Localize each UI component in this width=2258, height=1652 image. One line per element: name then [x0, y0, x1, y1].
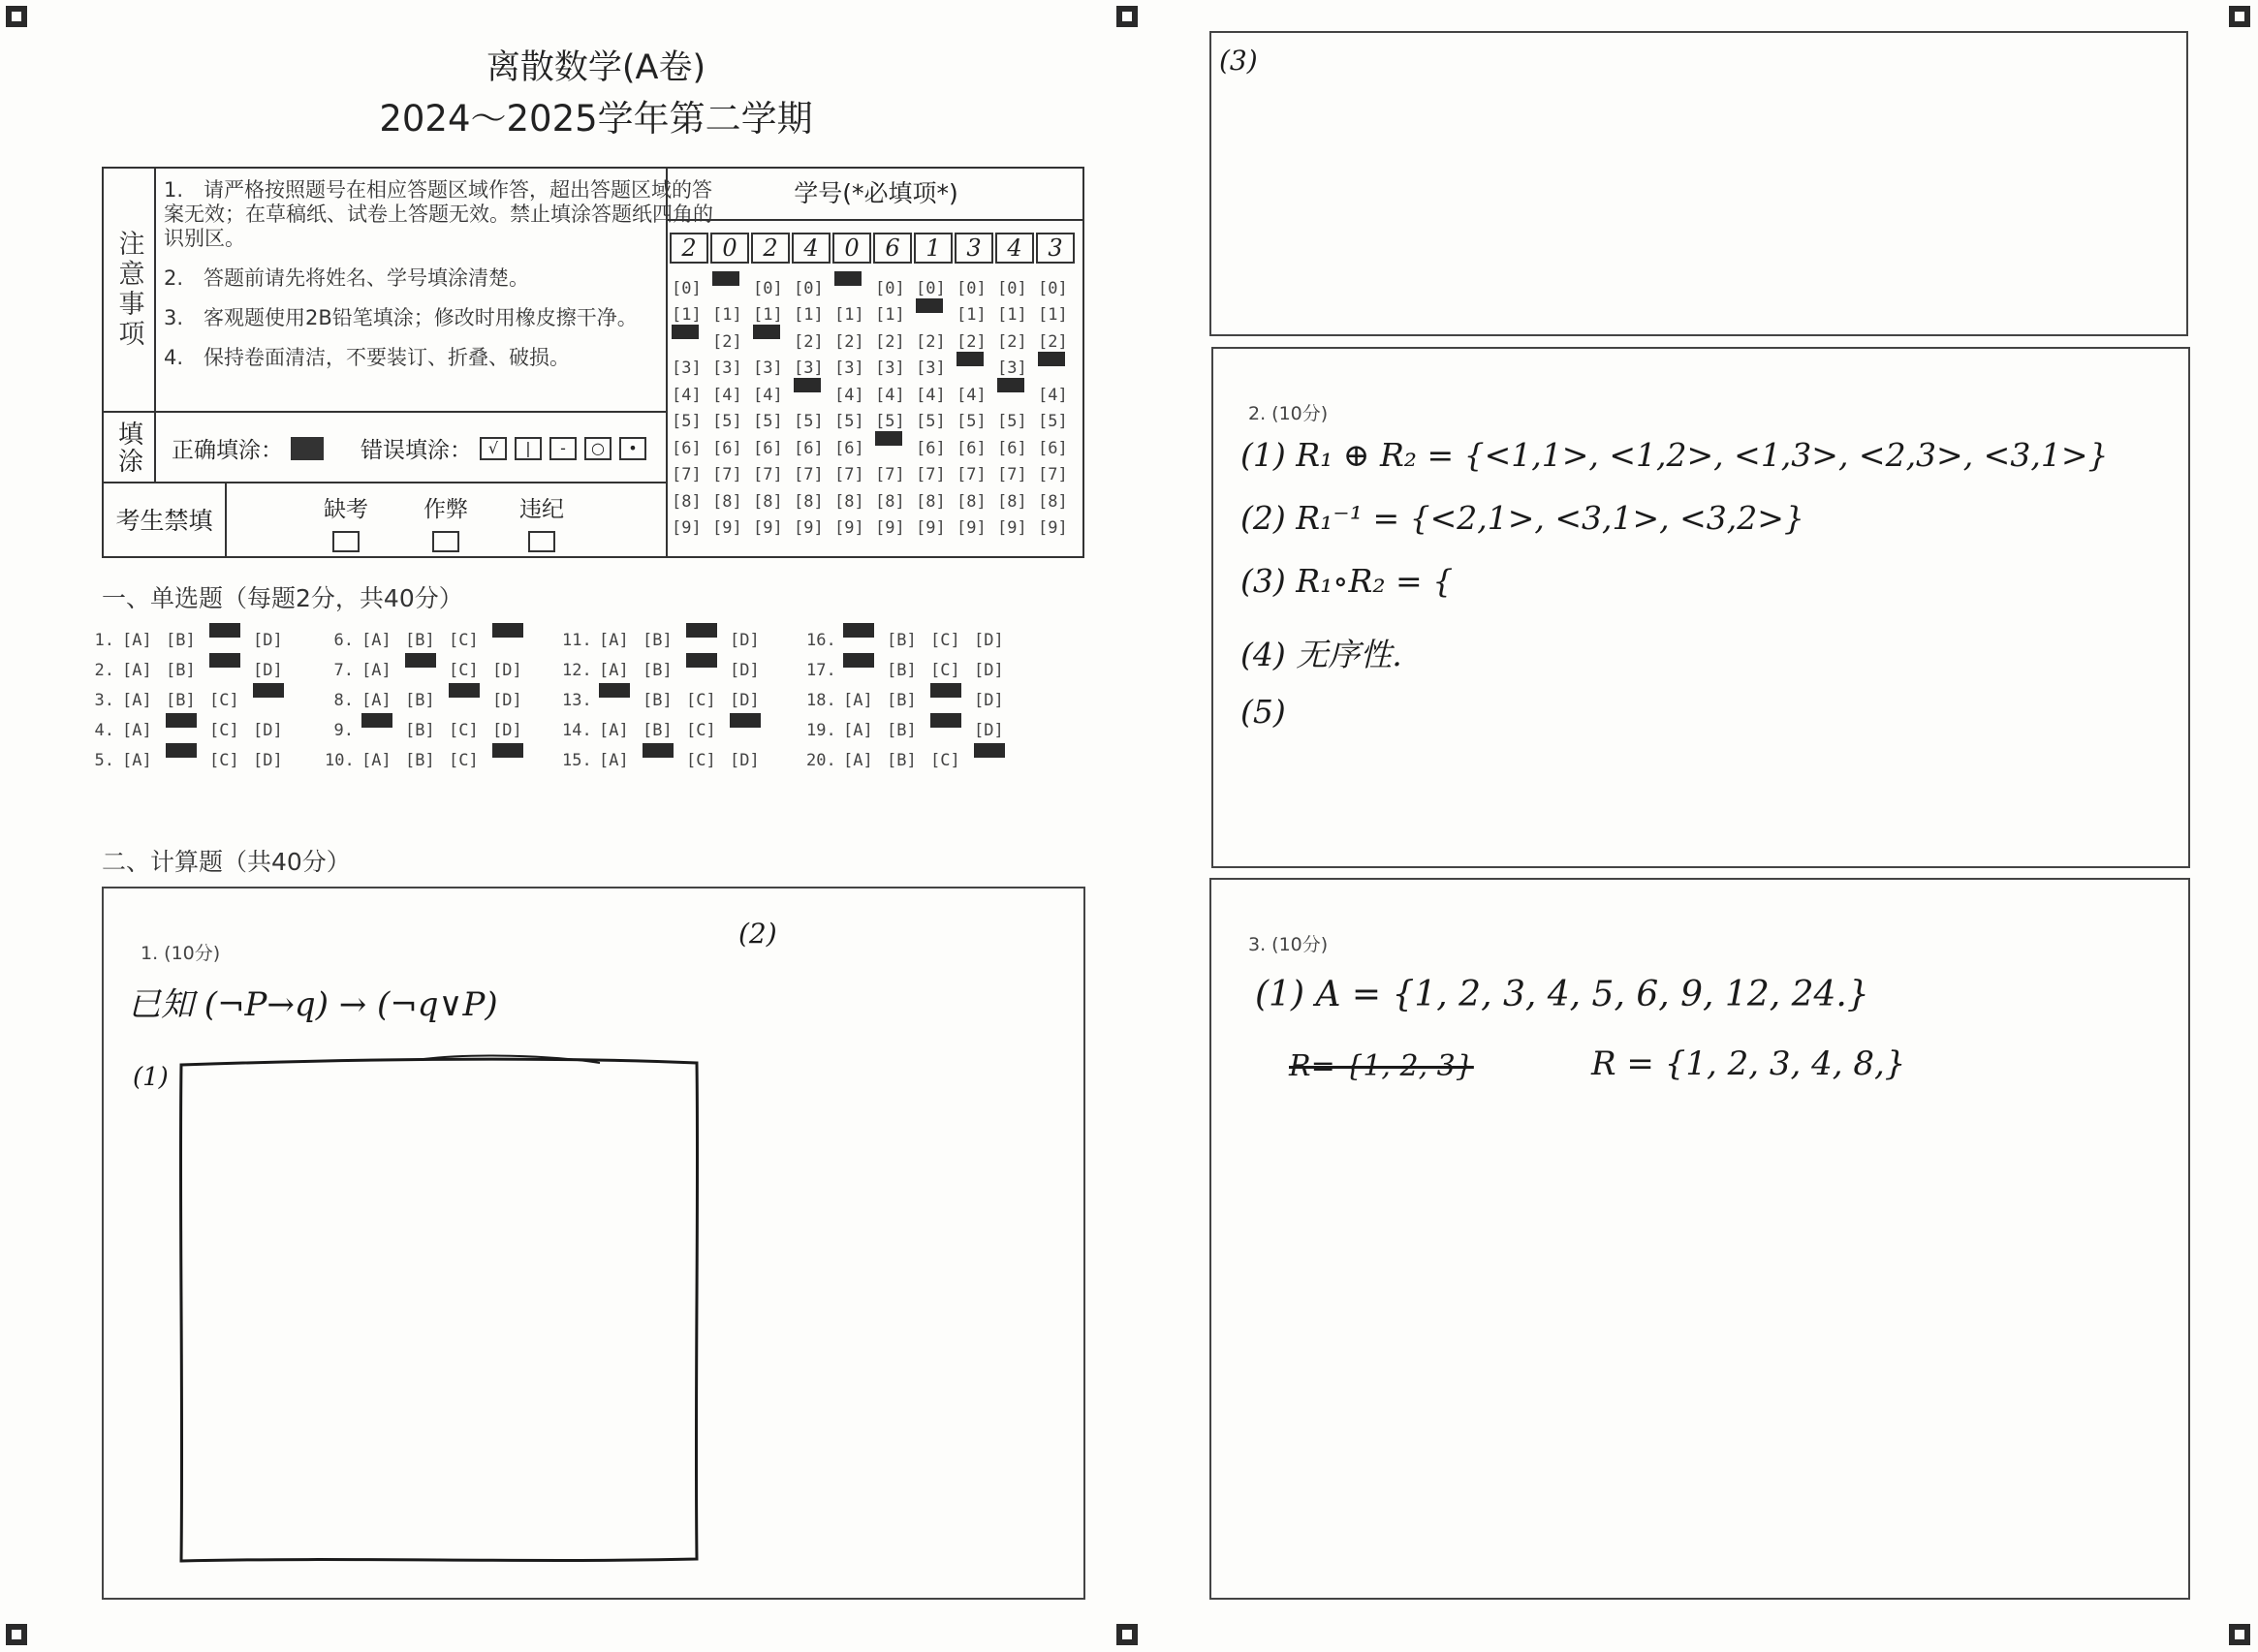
q2-handwriting-line: (4) 无序性.	[1240, 636, 1402, 673]
q3-handwriting-line: (1) A = {1, 2, 3, 4, 5, 6, 9, 12, 24.}	[1255, 975, 1869, 1014]
student-id-bubble[interactable]: [1]	[1038, 305, 1068, 326]
mcq-option-bubble[interactable]: [B]	[405, 750, 435, 770]
student-id-bubble[interactable]: [0]	[672, 278, 702, 298]
student-id-digit: 6	[873, 233, 912, 264]
mcq-option-bubble[interactable]: [B]	[887, 750, 917, 770]
student-id-bubble[interactable]: [0]	[957, 278, 987, 298]
q1-part2-label: (2)	[738, 918, 777, 950]
student-id-digit: 2	[670, 233, 708, 264]
mcq-option-bubble[interactable]	[599, 681, 643, 720]
mcq-question-number: 8.	[333, 690, 354, 710]
mcq-question-row	[806, 745, 1018, 775]
student-id-bubble[interactable]: [5]	[916, 412, 946, 432]
student-id-bubble[interactable]: [0]	[753, 278, 783, 298]
recognition-corner-bottom-right	[2229, 1624, 2250, 1645]
mcq-option-bubble[interactable]: [C]	[930, 660, 960, 680]
mcq-option-bubble[interactable]	[449, 681, 492, 720]
mcq-option-bubble[interactable]: [D]	[253, 660, 283, 680]
student-id-bubble[interactable]: [9]	[794, 518, 824, 539]
mcq-question-number: 13.	[562, 690, 592, 710]
wrong-fill-label: 错误填涂：	[361, 438, 472, 463]
student-id-digit: 3	[955, 233, 993, 264]
mcq-question-number: 9.	[333, 720, 354, 740]
student-id-bubble[interactable]: [1]	[794, 305, 824, 326]
mcq-question-row	[85, 745, 297, 775]
mcq-option-bubble[interactable]: [C]	[449, 630, 479, 650]
student-id-bubble[interactable]: [4]	[712, 385, 742, 405]
student-id-bubble-grid	[672, 275, 1079, 542]
student-id-bubble[interactable]: [7]	[834, 465, 864, 485]
mcq-question-number: 12.	[562, 660, 592, 680]
q1-part3-label: (3)	[1219, 45, 1258, 77]
q3-struck-line: R= {1, 2, 3}	[1289, 1049, 1474, 1083]
student-id-bubble[interactable]: [2]	[1038, 331, 1068, 352]
mcq-option-bubble[interactable]: [B]	[166, 690, 196, 710]
mcq-option-bubble[interactable]	[405, 651, 449, 690]
student-id-bubble[interactable]: [9]	[1038, 518, 1068, 539]
fill-label-cell	[104, 413, 156, 482]
mcq-option-bubble[interactable]	[361, 711, 405, 750]
student-id-digit: 4	[792, 233, 831, 264]
answer-box-q2[interactable]	[1211, 347, 2190, 868]
student-id-bubble[interactable]: [4]	[672, 385, 702, 405]
notes-list	[164, 178, 726, 386]
student-id-bubble[interactable]	[997, 376, 1038, 415]
mcq-option-bubble[interactable]: [C]	[686, 750, 716, 770]
mcq-option-bubble[interactable]: [D]	[730, 630, 760, 650]
mcq-question-number: 15.	[562, 750, 592, 770]
student-id-bubble[interactable]: [2]	[875, 331, 905, 352]
student-id-digit: 2	[751, 233, 790, 264]
mcq-option-bubble[interactable]: [B]	[887, 690, 917, 710]
mcq-option-bubble[interactable]	[643, 741, 686, 780]
student-id-bubble[interactable]: [1]	[712, 305, 742, 326]
student-id-bubble[interactable]: [7]	[712, 465, 742, 485]
student-id-bubble[interactable]: [0]	[916, 278, 946, 298]
student-id-bubble[interactable]: [2]	[834, 331, 864, 352]
answer-box-q1-part3[interactable]	[1209, 31, 2188, 336]
student-id-bubble[interactable]	[916, 296, 957, 334]
student-id-bubble[interactable]: [9]	[916, 518, 946, 539]
correct-fill-sample	[291, 437, 324, 460]
mcq-option-bubble[interactable]: [B]	[887, 660, 917, 680]
student-id-bubble[interactable]	[875, 429, 916, 468]
student-id-bubble[interactable]: [7]	[916, 465, 946, 485]
mcq-question-number: 10.	[325, 750, 355, 770]
mcq-column	[806, 625, 1018, 775]
student-id-bubble[interactable]: [3]	[875, 358, 905, 379]
mcq-option-bubble[interactable]: [D]	[253, 630, 283, 650]
student-id-bubble[interactable]: [8]	[916, 491, 946, 512]
student-id-bubble[interactable]: [5]	[997, 412, 1027, 432]
student-id-bubble[interactable]: [4]	[957, 385, 987, 405]
student-id-bubble[interactable]: [6]	[712, 438, 742, 458]
student-id-digit: 0	[832, 233, 871, 264]
student-id-bubble[interactable]: [6]	[957, 438, 987, 458]
mcq-question-number: 3.	[94, 690, 114, 710]
fill-example	[172, 432, 646, 464]
mcq-question-number: 6.	[333, 630, 354, 650]
student-id-bubble[interactable]	[712, 269, 753, 308]
student-id-row	[672, 382, 1079, 409]
recognition-corner-top-middle	[1116, 6, 1138, 27]
student-id-bubble[interactable]: [3]	[794, 358, 824, 379]
note-item: 4. 保持卷面清洁，不要装订、折叠、破损。	[164, 346, 571, 369]
student-id-bubble[interactable]: [4]	[753, 385, 783, 405]
student-id-bubble[interactable]: [1]	[834, 305, 864, 326]
mcq-option-bubble[interactable]: [A]	[361, 660, 392, 680]
mcq-question-row	[806, 685, 1018, 715]
student-id-digits	[670, 233, 1077, 264]
student-id-bubble[interactable]: [1]	[997, 305, 1027, 326]
section2-title: 二、计算题（共40分）	[102, 848, 351, 876]
note-item: 3. 客观题使用2B铅笔填涂；修改时用橡皮擦干净。	[164, 306, 638, 329]
q3-label: 3. (10分)	[1248, 934, 1329, 955]
student-id-bubble[interactable]: [4]	[916, 385, 946, 405]
mcq-option-bubble[interactable]: [C]	[449, 720, 479, 740]
q2-handwriting-line: (2) R₁⁻¹ = {<2,1>, <3,1>, <3,2>}	[1240, 499, 1804, 537]
student-id-bubble[interactable]: [8]	[1038, 491, 1068, 512]
student-id-bubble[interactable]: [5]	[1038, 412, 1068, 432]
mcq-question-number: 16.	[806, 630, 836, 650]
student-id-bubble[interactable]: [0]	[1038, 278, 1068, 298]
student-id-bubble[interactable]: [3]	[997, 358, 1027, 379]
student-id-bubble[interactable]: [4]	[834, 385, 864, 405]
student-id-bubble[interactable]: [8]	[712, 491, 742, 512]
wrong-fill-sample: |	[515, 437, 542, 460]
wrong-fill-sample: •	[619, 437, 646, 460]
student-id-row	[672, 275, 1079, 302]
mcq-option-bubble[interactable]: [A]	[361, 750, 392, 770]
notes-label-cell	[104, 169, 156, 411]
q2-handwriting-line: (1) R₁ ⊕ R₂ = {<1,1>, <1,2>, <1,3>, <2,3>, <3,1>}	[1240, 436, 2109, 474]
student-id-bubble[interactable]: [9]	[997, 518, 1027, 539]
mcq-option-bubble[interactable]: [A]	[599, 630, 629, 650]
student-id-bubble[interactable]: [4]	[875, 385, 905, 405]
student-id-bubble[interactable]	[834, 269, 875, 308]
mcq-option-bubble[interactable]: [A]	[122, 690, 152, 710]
student-id-digit: 4	[995, 233, 1034, 264]
student-id-bubble[interactable]: [7]	[997, 465, 1027, 485]
mcq-option-bubble[interactable]: [B]	[643, 720, 673, 740]
student-id-row	[672, 515, 1079, 543]
violation-option	[508, 491, 576, 552]
wrong-fill-sample: ○	[584, 437, 612, 460]
mcq-option-bubble[interactable]	[974, 741, 1018, 780]
mcq-question-row	[806, 655, 1018, 685]
mcq-option-bubble[interactable]: [A]	[599, 750, 629, 770]
q1-handwriting-line: 已知 (¬P→q) → (¬q∨P)	[128, 985, 498, 1024]
mcq-column	[325, 625, 536, 775]
student-id-bubble[interactable]: [6]	[1038, 438, 1068, 458]
student-id-bubble[interactable]: [5]	[957, 412, 987, 432]
mcq-question-number: 2.	[94, 660, 114, 680]
mcq-option-bubble[interactable]: [D]	[492, 720, 522, 740]
answer-box-q3[interactable]	[1209, 878, 2190, 1600]
student-id-bubble[interactable]: [6]	[672, 438, 702, 458]
note-item: 1. 请严格按照题号在相应答题区域作答，超出答题区域的答案无效；在草稿纸、试卷上答题无效。禁止填涂答题纸四角的识别区。	[164, 178, 713, 250]
notes-label: 注意事项	[113, 230, 144, 350]
student-id-bubble[interactable]: [4]	[1038, 385, 1068, 405]
mcq-option-bubble[interactable]: [B]	[405, 690, 435, 710]
q2-handwriting-line: (5)	[1240, 693, 1286, 731]
student-id-bubble[interactable]: [6]	[794, 438, 824, 458]
mcq-option-bubble[interactable]: [A]	[361, 690, 392, 710]
mcq-option-bubble[interactable]: [B]	[643, 660, 673, 680]
mcq-option-bubble[interactable]: [C]	[930, 750, 960, 770]
mcq-option-bubble[interactable]: [B]	[887, 630, 917, 650]
student-id-bubble[interactable]: [2]	[794, 331, 824, 352]
mcq-question-row	[562, 625, 773, 655]
mcq-option-bubble[interactable]: [B]	[166, 630, 196, 650]
mcq-option-bubble[interactable]: [A]	[361, 630, 392, 650]
mcq-question-number: 19.	[806, 720, 836, 740]
mcq-question-row	[806, 625, 1018, 655]
mcq-option-bubble[interactable]: [D]	[974, 630, 1004, 650]
mcq-option-bubble[interactable]	[253, 681, 297, 720]
recognition-corner-top-left	[6, 6, 27, 27]
student-id-bubble[interactable]: [3]	[753, 358, 783, 379]
mcq-option-bubble[interactable]	[730, 711, 773, 750]
recognition-corner-top-right	[2229, 6, 2250, 27]
mcq-option-bubble[interactable]: [A]	[122, 660, 152, 680]
student-id-bubble[interactable]: [9]	[957, 518, 987, 539]
mcq-option-bubble[interactable]: [C]	[686, 690, 716, 710]
mcq-option-bubble[interactable]	[166, 741, 209, 780]
q2-handwriting-line: (3) R₁∘R₂ = {	[1240, 562, 1454, 600]
mcq-option-bubble[interactable]: [D]	[974, 690, 1004, 710]
student-id-bubble[interactable]: [6]	[753, 438, 783, 458]
student-id-bubble[interactable]: [9]	[712, 518, 742, 539]
student-id-digit: 3	[1036, 233, 1075, 264]
q3-handwriting-line: R = {1, 2, 3, 4, 8,}	[1591, 1044, 1906, 1083]
student-id-bubble[interactable]: [2]	[957, 331, 987, 352]
student-id-bubble[interactable]: [9]	[753, 518, 783, 539]
examinee-forbidden-label: 考生禁填	[104, 482, 227, 556]
student-id-bubble[interactable]	[753, 323, 794, 361]
q1-handdrawn-sketch	[104, 888, 1085, 1600]
mcq-question-number: 11.	[562, 630, 592, 650]
mcq-question-row	[325, 745, 536, 775]
fill-example-row	[104, 411, 666, 483]
student-id-bubble[interactable]: [5]	[794, 412, 824, 432]
student-id-bubble[interactable]: [8]	[957, 491, 987, 512]
mcq-option-bubble[interactable]: [B]	[643, 630, 673, 650]
q1-label: 1. (10分)	[141, 943, 221, 964]
student-id-bubble[interactable]: [1]	[753, 305, 783, 326]
student-id-bubble[interactable]: [2]	[712, 331, 742, 352]
mcq-option-bubble[interactable]: [D]	[253, 750, 283, 770]
mcq-option-bubble[interactable]: [C]	[209, 720, 239, 740]
absent-checkbox[interactable]	[332, 531, 360, 552]
mcq-option-bubble[interactable]: [D]	[974, 720, 1004, 740]
mcq-question-number: 7.	[333, 660, 354, 680]
mcq-option-bubble[interactable]: [A]	[843, 750, 873, 770]
recognition-corner-bottom-middle	[1116, 1624, 1138, 1645]
student-id-bubble[interactable]: [3]	[916, 358, 946, 379]
mcq-option-bubble[interactable]: [A]	[122, 750, 152, 770]
cheating-label: 作弊	[423, 497, 468, 522]
exam-title: 离散数学(A卷)	[486, 48, 706, 87]
student-id-bubble[interactable]: [2]	[997, 331, 1027, 352]
student-id-bubble[interactable]: [8]	[753, 491, 783, 512]
student-id-row	[672, 462, 1079, 489]
q2-label: 2. (10分)	[1248, 403, 1329, 424]
correct-fill-label: 正确填涂：	[172, 438, 283, 463]
student-id-bubble[interactable]: [7]	[957, 465, 987, 485]
mcq-option-bubble[interactable]	[686, 651, 730, 690]
wrong-fill-sample: √	[480, 437, 507, 460]
absent-option	[312, 491, 380, 552]
student-id-bubble[interactable]: [5]	[672, 412, 702, 432]
student-id-bubble[interactable]: [9]	[834, 518, 864, 539]
header-box	[102, 167, 1084, 558]
student-id-row	[672, 435, 1079, 462]
mcq-option-bubble[interactable]	[209, 651, 253, 690]
mcq-question-row	[562, 745, 773, 775]
student-id-bubble[interactable]	[794, 376, 834, 415]
mcq-question-number: 4.	[94, 720, 114, 740]
mcq-option-bubble[interactable]: [C]	[686, 720, 716, 740]
student-id-bubble[interactable]: [5]	[875, 412, 905, 432]
violation-label: 违纪	[519, 497, 564, 522]
mcq-option-bubble[interactable]: [D]	[730, 660, 760, 680]
mcq-option-bubble[interactable]: [D]	[730, 690, 760, 710]
mcq-question-number: 18.	[806, 690, 836, 710]
examinee-forbidden-row	[104, 482, 666, 556]
mcq-question-row	[325, 685, 536, 715]
mcq-option-bubble[interactable]: [B]	[405, 630, 435, 650]
q1-part1-label: (1)	[133, 1063, 169, 1092]
student-id-title: 学号(*必填项*)	[668, 169, 1084, 221]
mcq-question-number: 1.	[94, 630, 114, 650]
student-id-bubble[interactable]: [1]	[875, 305, 905, 326]
mcq-option-bubble[interactable]: [B]	[887, 720, 917, 740]
student-id-bubble[interactable]: [8]	[875, 491, 905, 512]
mcq-option-bubble[interactable]: [C]	[209, 690, 239, 710]
absent-label: 缺考	[324, 497, 368, 522]
student-id-bubble[interactable]	[1038, 349, 1079, 388]
mcq-option-bubble[interactable]: [B]	[166, 660, 196, 680]
student-id-bubble[interactable]	[957, 349, 997, 388]
mcq-option-bubble[interactable]: [B]	[643, 690, 673, 710]
student-id-bubble[interactable]: [5]	[753, 412, 783, 432]
fill-label: 填涂	[113, 420, 143, 475]
mcq-question-number: 17.	[806, 660, 836, 680]
mcq-question-row	[562, 655, 773, 685]
section1-title: 一、单选题（每题2分，共40分）	[102, 584, 463, 612]
cheating-checkbox[interactable]	[432, 531, 459, 552]
violation-checkbox[interactable]	[528, 531, 555, 552]
mcq-option-bubble[interactable]: [B]	[405, 720, 435, 740]
wrong-fill-sample: -	[549, 437, 577, 460]
mcq-option-bubble[interactable]: [C]	[449, 750, 479, 770]
student-id-bubble[interactable]: [5]	[834, 412, 864, 432]
mcq-option-bubble[interactable]: [A]	[599, 660, 629, 680]
cheating-option	[412, 491, 480, 552]
mcq-option-bubble[interactable]: [D]	[730, 750, 760, 770]
student-id-bubble[interactable]: [8]	[672, 491, 702, 512]
mcq-option-bubble[interactable]: [A]	[843, 720, 873, 740]
mcq-option-bubble[interactable]: [A]	[122, 720, 152, 740]
note-item: 2. 答题前请先将姓名、学号填涂清楚。	[164, 266, 530, 290]
student-id-row	[672, 302, 1079, 329]
exam-term: 2024～2025学年第二学期	[379, 98, 813, 140]
student-id-digit: 0	[710, 233, 749, 264]
student-id-digit: 1	[914, 233, 953, 264]
student-id-bubble[interactable]: [2]	[916, 331, 946, 352]
student-id-bubble[interactable]: [3]	[712, 358, 742, 379]
student-id-bubble[interactable]: [6]	[834, 438, 864, 458]
student-id-bubble[interactable]: [7]	[672, 465, 702, 485]
mcq-option-bubble[interactable]: [C]	[930, 630, 960, 650]
student-id-bubble[interactable]: [8]	[794, 491, 824, 512]
student-id-bubble[interactable]: [1]	[957, 305, 987, 326]
student-id-bubble[interactable]: [0]	[794, 278, 824, 298]
mcq-option-bubble[interactable]: [A]	[599, 720, 629, 740]
student-id-bubble[interactable]: [7]	[794, 465, 824, 485]
mcq-question-number: 20.	[806, 750, 836, 770]
mcq-option-bubble[interactable]: [D]	[492, 660, 522, 680]
student-id-bubble[interactable]: [8]	[997, 491, 1027, 512]
mcq-option-bubble[interactable]	[930, 711, 974, 750]
student-id-row	[672, 488, 1079, 515]
student-id-bubble[interactable]: [7]	[875, 465, 905, 485]
student-id-bubble[interactable]: [9]	[672, 518, 702, 539]
student-id-row	[672, 328, 1079, 356]
student-id-bubble[interactable]: [6]	[997, 438, 1027, 458]
student-id-bubble[interactable]: [0]	[875, 278, 905, 298]
answer-box-q1[interactable]	[102, 887, 1085, 1600]
student-id-bubble[interactable]: [0]	[997, 278, 1027, 298]
student-id-bubble[interactable]: [9]	[875, 518, 905, 539]
student-id-bubble[interactable]: [3]	[834, 358, 864, 379]
mcq-question-number: 5.	[94, 750, 114, 770]
mcq-column	[85, 625, 297, 775]
mcq-column	[562, 625, 773, 775]
student-id-bubble[interactable]: [5]	[712, 412, 742, 432]
mcq-option-bubble[interactable]: [C]	[449, 660, 479, 680]
mcq-option-bubble[interactable]: [C]	[209, 750, 239, 770]
mcq-question-row	[325, 655, 536, 685]
mcq-question-number: 14.	[562, 720, 592, 740]
mcq-option-bubble[interactable]: [D]	[974, 660, 1004, 680]
student-id-bubble[interactable]: [3]	[672, 358, 702, 379]
recognition-corner-bottom-left	[6, 1624, 27, 1645]
student-id-bubble[interactable]: [8]	[834, 491, 864, 512]
mcq-option-bubble[interactable]	[843, 651, 887, 690]
student-id-bubble[interactable]: [6]	[916, 438, 946, 458]
mcq-option-bubble[interactable]	[492, 621, 536, 660]
student-id-bubble[interactable]: [1]	[672, 305, 702, 326]
student-id-panel	[666, 169, 1084, 556]
mcq-option-bubble[interactable]: [A]	[122, 630, 152, 650]
mcq-option-bubble[interactable]: [D]	[492, 690, 522, 710]
mcq-option-bubble[interactable]: [D]	[253, 720, 283, 740]
mcq-question-row	[85, 625, 297, 655]
mcq-option-bubble[interactable]	[492, 741, 536, 780]
student-id-bubble[interactable]: [7]	[753, 465, 783, 485]
student-id-bubble[interactable]: [7]	[1038, 465, 1068, 485]
mcq-option-bubble[interactable]: [A]	[843, 690, 873, 710]
student-id-bubble[interactable]	[672, 323, 712, 361]
